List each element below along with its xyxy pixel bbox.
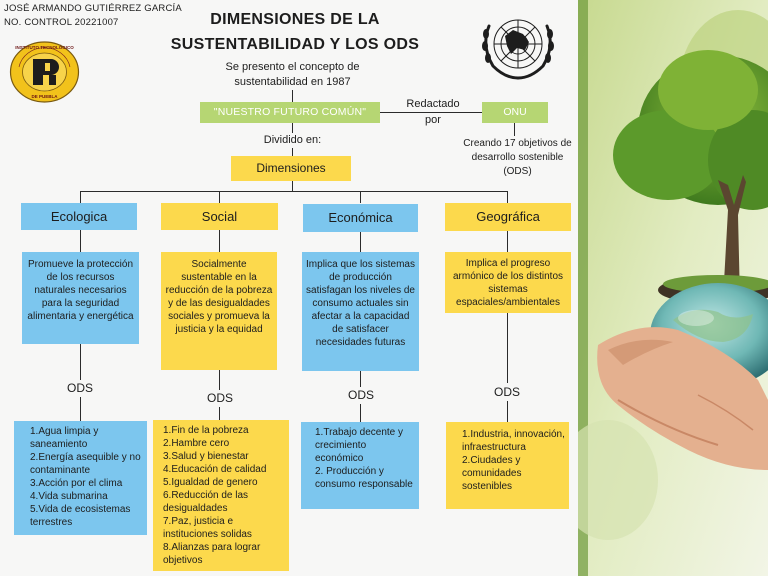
title-line-1: DIMENSIONES DE LA (210, 11, 380, 28)
ods-item: 1.Trabajo decente y crecimiento económico (315, 427, 404, 464)
dimension-ecologica-ods-label: ODS (66, 381, 93, 395)
dimension-ecologica-title: Ecologica (50, 209, 108, 224)
connector-economica-ods (360, 371, 361, 387)
connector-social-list (219, 407, 220, 420)
connector-divided-dimensions (292, 148, 293, 156)
dimension-economica-title: Económica (328, 210, 393, 225)
dimensions-box-label: Dimensiones (256, 161, 326, 175)
dimension-geografica-ods-list-box (446, 422, 569, 509)
tree-globe-hand-image (578, 0, 768, 576)
connector-onu-ods (514, 123, 515, 136)
ods-item: 3.Acción por el clima (30, 478, 123, 489)
connector-social-desc (219, 230, 220, 252)
connector-dimensions-bus (292, 181, 293, 191)
ods-item: 4.Educación de calidad (163, 464, 267, 475)
ods-item: 1.Fin de la pobreza (163, 425, 249, 436)
dimension-social-title: Social (201, 209, 238, 224)
ods-item: 7.Paz, justicia e instituciones solidas (163, 516, 252, 540)
ods-item: 2.Hambre cero (163, 438, 230, 449)
connector-economica-desc (360, 232, 361, 252)
dimension-economica-description-box (302, 252, 419, 371)
onu-box-label: ONU (503, 106, 527, 118)
connector-label-1: Redactado (406, 98, 460, 110)
dimension-social-description-box (161, 252, 277, 370)
ods-item: 2. Producción y consumo responsable (315, 466, 413, 490)
dimension-geografica-title-box (445, 203, 571, 231)
dimension-social-title-box (161, 203, 278, 230)
connector-drop-ecologica (80, 191, 81, 203)
ods-item: 3.Salud y bienestar (163, 451, 249, 462)
dimension-ecologica-description: Promueve la protección de los recursos naturales necesarios para la seguridad alimentaria y energética (27, 259, 134, 322)
dimension-ecologica-description-box (22, 252, 139, 344)
intro-line-2: sustentabilidad en 1987 (234, 76, 351, 88)
dimension-economica-ods-label: ODS (347, 388, 374, 402)
ods-item: 5.Igualdad de genero (163, 477, 258, 488)
ods-item: 6.Reducción de las desigualdades (163, 490, 249, 514)
connector-drop-social (219, 191, 220, 203)
ods-item: 1.Industria, innovación, infraestructura (462, 429, 565, 453)
dimension-social-ods-label: ODS (206, 391, 233, 405)
dimension-economica-title-box (303, 204, 418, 232)
ods-item: 4.Vida submarina (30, 491, 108, 502)
ods-item: 5.Vida de ecosistemas terrestres (30, 504, 131, 528)
title-line-2: SUSTENTABILIDAD Y LOS ODS (170, 36, 420, 53)
connector-report-divided (292, 123, 293, 133)
connector-drop-geografica (507, 191, 508, 203)
ods-item: 1.Agua limpia y saneamiento (30, 426, 99, 450)
intro-line-1: Se presento el concepto de (225, 61, 360, 73)
connector-ecologica-desc (80, 230, 81, 252)
ods-item: 2.Ciudades y comunidades sostenibles (462, 455, 522, 492)
dimension-economica-description: Implica que los sistemas de producción satisfagan los niveles de consumo actuales sin afectar a la capacidad de satisfacer necesidades futuras (306, 259, 415, 348)
connector-report-onu (380, 112, 482, 113)
dimensions-box (231, 156, 351, 181)
report-box-label: "NUESTRO FUTURO COMÚN" (213, 106, 367, 118)
dimension-geografica-ods-label: ODS (493, 385, 520, 399)
connector-drop-economica (360, 191, 361, 203)
author-control: NO. CONTROL 20221007 (4, 17, 119, 28)
connector-label-2: por (425, 114, 441, 126)
author-name: JOSÉ ARMANDO GUTIÉRREZ GARCÍA (4, 3, 182, 14)
dimension-ecologica-title-box (21, 203, 137, 230)
dimension-social-description: Socialmente sustentable en la reducción de la pobreza y de las desigualdades sociales y promueva la justicia y la equidad (165, 259, 273, 335)
un-emblem (475, 8, 561, 86)
dimension-geografica-title: Geográfica (476, 209, 540, 224)
dimension-social-ods-list-box (153, 420, 289, 571)
connector-ecologica-list (80, 397, 81, 421)
connector-geografica-list (507, 401, 508, 422)
connector-ecologica-ods (80, 344, 81, 380)
connector-geografica-ods (507, 313, 508, 383)
logo-bottom-text: DE PUEBLA (31, 94, 58, 99)
connector-geografica-desc (507, 231, 508, 252)
dimension-geografica-description: Implica el progreso armónico de los distintos sistemas espaciales/ambientales (452, 258, 564, 308)
divided-label: Dividido en: (263, 134, 322, 146)
logo-top-text: INSTITUTO TECNOLÓGICO (15, 45, 74, 50)
connector-economica-list (360, 404, 361, 422)
creating-line-3: (ODS) (503, 166, 532, 177)
creating-line-1: Creando 17 objetivos de (463, 138, 572, 149)
creating-line-2: desarrollo sostenible (471, 152, 564, 163)
connector-social-ods (219, 370, 220, 390)
onu-box (482, 102, 548, 123)
connector-intro-report (292, 90, 293, 102)
dimension-ecologica-ods-list-box (14, 421, 147, 535)
report-box (200, 102, 380, 123)
ods-item: 2.Energía asequible y no contaminante (30, 452, 141, 476)
dimension-economica-ods-list-box (301, 422, 419, 509)
connector-horizontal-bus (80, 191, 508, 192)
ods-item: 8.Alianzas para lograr objetivos (163, 542, 261, 566)
institute-logo (9, 41, 80, 103)
dimension-geografica-description-box (445, 252, 571, 313)
